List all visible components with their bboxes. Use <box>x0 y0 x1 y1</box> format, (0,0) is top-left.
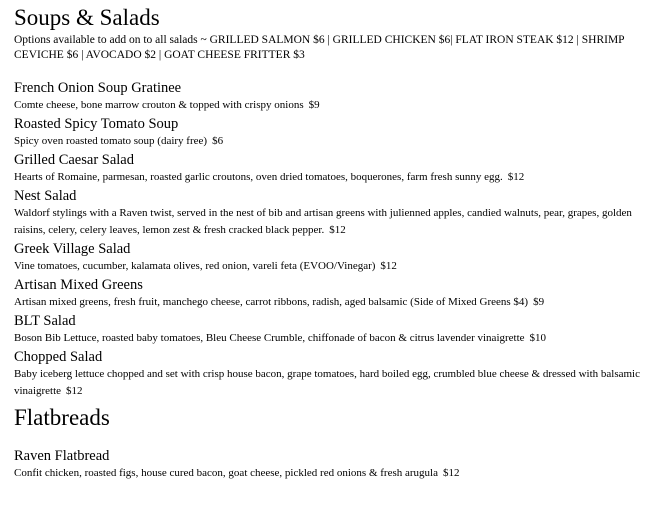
item-description <box>14 205 640 239</box>
menu-item <box>14 276 640 311</box>
menu-item <box>14 151 640 186</box>
item-price: $12 <box>442 467 460 479</box>
item-description <box>14 330 640 347</box>
item-desc-text: Boson Bib Lettuce, roasted baby tomatoes, Bleu Cheese Crumble, chiffonade of bacon & citrus lavender vinaigrette <box>14 332 525 344</box>
item-description <box>14 169 640 186</box>
item-name: BLT Salad <box>14 313 76 329</box>
item-name: Nest Salad <box>14 188 77 204</box>
menu-item <box>14 115 640 150</box>
item-price: $12 <box>329 224 346 236</box>
menu-item <box>14 187 640 239</box>
item-name: Raven Flatbread <box>14 448 110 464</box>
soups-salads-section <box>14 4 640 401</box>
item-desc-text: Vine tomatoes, cucumber, kalamata olives, red onion, vareli feta (EVOO/Vinegar) <box>14 260 376 272</box>
flatbreads-section <box>14 404 640 483</box>
item-price: $12 <box>66 385 83 397</box>
item-desc-text: Comte cheese, bone marrow crouton & topped with crispy onions <box>14 99 304 111</box>
menu-item <box>14 240 640 275</box>
item-description <box>14 133 640 150</box>
menu-item <box>14 348 640 400</box>
item-desc-text: Spicy oven roasted tomato soup (dairy free) <box>14 135 208 147</box>
item-price: $9 <box>533 296 545 308</box>
item-desc-text: Baby iceberg lettuce chopped and set with crisp house bacon, grape tomatoes, hard boiled egg, crumbled blue cheese & dressed with balsamic vinaigrette <box>14 368 640 397</box>
item-description <box>14 465 640 482</box>
menu-item <box>14 447 640 482</box>
item-price: $12 <box>380 260 397 272</box>
item-description <box>14 97 640 114</box>
item-name: French Onion Soup Gratinee <box>14 80 182 96</box>
item-name: Grilled Caesar Salad <box>14 152 134 168</box>
section-title-soups-salads: Soups & Salads <box>14 5 160 30</box>
item-price: $9 <box>308 99 320 111</box>
item-desc-text: Hearts of Romaine, parmesan, roasted garlic croutons, oven dried tomatoes, boquerones, farm fresh sunny egg. <box>14 171 503 183</box>
item-name: Chopped Salad <box>14 349 103 365</box>
menu-item <box>14 312 640 347</box>
item-description <box>14 294 640 311</box>
salad-addons-note: Options available to add on to all salads ~ GRILLED SALMON $6 | GRILLED CHICKEN $6| FLAT IRON STEAK $12 | SHRIMP CEVICHE $6 | AVOCADO $2 | GOAT CHEESE FRITTER $3 <box>14 34 625 61</box>
item-desc-text: Waldorf stylings with a Raven twist, served in the nest of bib and artisan greens with julienned apples, candied walnuts, pear, grapes, golden raisins, celery, celery leaves, lemon zest & fresh cracked black pepper. <box>14 207 632 236</box>
item-desc-text: Confit chicken, roasted figs, house cured bacon, goat cheese, pickled red onions & fresh arugula <box>14 467 438 479</box>
menu-item <box>14 79 640 114</box>
item-name: Roasted Spicy Tomato Soup <box>14 116 179 132</box>
flatbreads-items <box>14 447 640 482</box>
section-title-flatbreads: Flatbreads <box>14 405 110 430</box>
item-description <box>14 366 640 400</box>
soups-salads-items <box>14 79 640 400</box>
item-price: $6 <box>212 135 224 147</box>
item-name: Greek Village Salad <box>14 241 131 257</box>
item-desc-text: Artisan mixed greens, fresh fruit, manchego cheese, carrot ribbons, radish, aged balsamic (Side of Mixed Greens $4) <box>14 296 529 308</box>
item-name: Artisan Mixed Greens <box>14 277 143 293</box>
item-price: $12 <box>507 171 525 183</box>
item-price: $10 <box>529 332 547 344</box>
item-description <box>14 258 640 275</box>
